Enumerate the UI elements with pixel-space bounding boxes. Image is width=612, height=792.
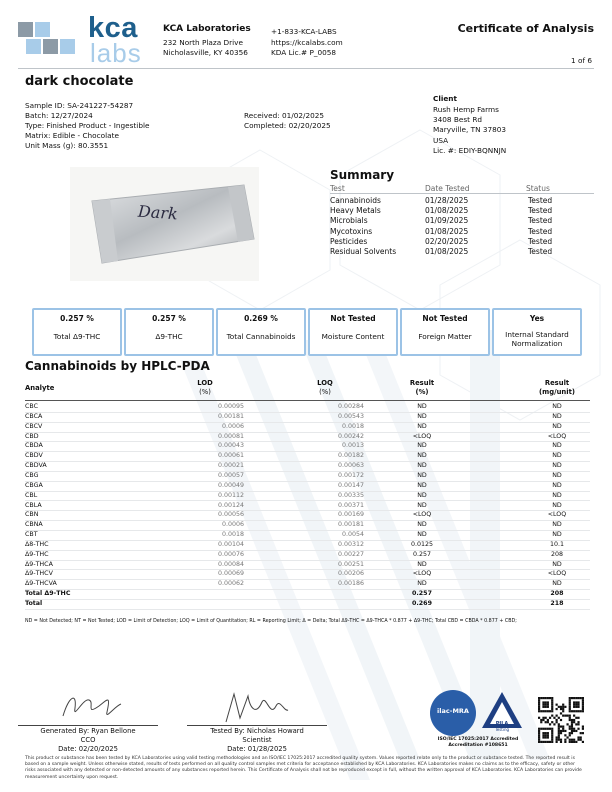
result-pct-cell: ND xyxy=(417,491,427,499)
accreditation-number: Accreditation #108651 xyxy=(448,743,508,748)
col-loq-unit: (%) xyxy=(319,388,331,396)
product-photo xyxy=(70,167,259,281)
card-label: Total Δ9-THC xyxy=(53,332,101,341)
analyte-cell: Δ9-THCVA xyxy=(25,580,57,588)
client-street: 3408 Best Rd xyxy=(433,115,483,124)
summary-row-date: 01/28/2025 xyxy=(425,196,469,205)
col-result-pct: Result xyxy=(409,379,435,387)
card-value: 0.257 % xyxy=(152,314,186,323)
card-d9-thc xyxy=(124,308,214,356)
result-mg-cell: ND xyxy=(552,442,562,450)
lod-cell: 0.00095 xyxy=(217,403,244,410)
sig2-by: Tested By: Nicholas Howard xyxy=(210,727,304,735)
summary-row-date: 02/20/2025 xyxy=(425,237,469,246)
doc-title: Certificate of Analysis xyxy=(457,22,594,35)
client-name: Rush Hemp Farms xyxy=(433,105,499,114)
summary-col-status: Status xyxy=(526,184,550,193)
result-mg-cell: ND xyxy=(552,501,562,509)
result-pct-cell: ND xyxy=(417,442,427,450)
matrix: Matrix: Edible - Chocolate xyxy=(25,131,119,140)
summary-col-date: Date Tested xyxy=(425,184,470,193)
card-value: Not Tested xyxy=(330,314,376,323)
analyte-cell: CBT xyxy=(25,531,38,539)
lod-cell: 0.00112 xyxy=(217,491,244,499)
pjla-subtext: Testing xyxy=(494,727,510,732)
header-divider xyxy=(18,68,594,69)
client-license: Lic. #: EDIY-BQNNJN xyxy=(433,146,507,155)
result-pct-cell: 0.269 xyxy=(412,600,432,607)
signature-line-2 xyxy=(187,725,327,726)
summary-title: Summary xyxy=(330,168,395,182)
result-mg-cell: ND xyxy=(552,403,562,410)
card-label: Total Cannabinoids xyxy=(226,332,296,341)
summary-row-status: Tested xyxy=(528,227,553,236)
summary-row-status: Tested xyxy=(528,247,553,256)
logo-text-kca: kca xyxy=(88,12,138,44)
lod-cell: 0.00076 xyxy=(217,550,244,558)
result-pct-cell: ND xyxy=(417,422,427,430)
summary-row: Pesticides xyxy=(330,237,368,246)
ilac-mra-logo xyxy=(430,690,476,736)
lod-cell: 0.00021 xyxy=(217,462,244,470)
client-heading: Client xyxy=(433,94,457,103)
analyte-cell: CBG xyxy=(25,471,39,479)
card-internal-standard xyxy=(492,308,582,356)
col-result-mg-unit: (mg/unit) xyxy=(539,388,575,396)
result-pct-cell: ND xyxy=(417,412,427,420)
loq-cell: 0.00172 xyxy=(337,471,364,479)
lab-name: KCA Laboratories xyxy=(163,24,251,34)
col-lod: LOD xyxy=(197,379,213,387)
result-pct-cell: ND xyxy=(417,521,427,529)
lod-cell: 0.00104 xyxy=(217,540,244,548)
summary-row-date: 01/08/2025 xyxy=(425,247,469,256)
result-pct-cell: 0.257 xyxy=(412,590,432,598)
col-loq: LOQ xyxy=(317,379,333,387)
result-mg-cell: 208 xyxy=(550,550,564,558)
lod-cell: 0.00069 xyxy=(217,570,244,578)
card-value: 0.257 % xyxy=(60,314,94,323)
sample-id: Sample ID: SA-241227-54287 xyxy=(25,101,134,110)
summary-row-status: Tested xyxy=(528,237,553,246)
summary-header-divider xyxy=(330,193,594,194)
lab-license: KDA Lic.# P_0058 xyxy=(271,48,337,57)
summary-row: Residual Solvents xyxy=(330,247,397,256)
result-mg-cell: ND xyxy=(552,422,562,430)
summary-col-test: Test xyxy=(330,184,345,193)
analyte-cell: CBD xyxy=(25,432,39,440)
loq-cell: 0.00169 xyxy=(337,511,364,519)
loq-cell: 0.0018 xyxy=(341,422,364,430)
sig2-date: Date: 01/28/2025 xyxy=(227,745,287,753)
loq-cell: 0.0054 xyxy=(341,531,364,539)
result-pct-cell: ND xyxy=(417,560,427,568)
result-pct-cell: ND xyxy=(417,403,427,410)
col-analyte: Analyte xyxy=(25,384,55,392)
analyte-cell: CBDA xyxy=(25,442,43,450)
lod-cell: 0.00061 xyxy=(217,452,244,460)
summary-row-date: 01/09/2025 xyxy=(425,216,469,225)
result-mg-cell: <LOQ xyxy=(547,570,567,578)
summary-row-date: 01/08/2025 xyxy=(425,227,469,236)
summary-row-status: Tested xyxy=(528,196,553,205)
result-mg-cell: 10.1 xyxy=(549,540,565,548)
lod-cell: 0.00181 xyxy=(217,412,244,420)
analyte-cell: CBC xyxy=(25,403,39,410)
footer-disclaimer: This product or substance has been tested by KCA Laboratories using valid testing methodologies and an ISO/IEC 17025:2017 accredited quality system. Values reported relate only to the product or substance tested. The reported result is based on a sample weight. Unless otherwise stated, results of tests performed on all quality control samples met criteria for acceptance established by KCA Laboratories. KCA Laboratories makes no claims as to the efficacy, safety or other risks associated with any detected or non-detected amounts of any substances reported herein. This Certificate of Analysis shall not be reproduced except in full, without the written approval of KCA Laboratories. KCA Laboratories can provide measurement uncertainty upon request. xyxy=(25,756,582,780)
result-mg-cell: <LOQ xyxy=(547,432,567,440)
analyte-cell: CBDV xyxy=(25,452,43,460)
result-pct-cell: ND xyxy=(417,471,427,479)
card-total-cannabinoids xyxy=(216,308,306,356)
logo-cube-5 xyxy=(60,39,75,54)
loq-cell: 0.00182 xyxy=(337,452,364,460)
result-mg-cell: ND xyxy=(552,560,562,568)
loq-cell: 0.00227 xyxy=(337,550,364,558)
card-label: Foreign Matter xyxy=(418,332,472,341)
loq-cell: 0.00543 xyxy=(337,412,364,420)
result-mg-cell: ND xyxy=(552,491,562,499)
signature-line-1 xyxy=(18,725,158,726)
analyte-cell: CBCV xyxy=(25,422,43,430)
lod-cell: 0.0006 xyxy=(221,521,244,529)
result-pct-cell: <LOQ xyxy=(412,511,432,519)
result-pct-cell: ND xyxy=(417,462,427,470)
analyte-cell: Δ9-THCA xyxy=(25,560,53,568)
analyte-cell: Δ9-THC xyxy=(25,550,49,558)
result-mg-cell: ND xyxy=(552,521,562,529)
logo-cube-1 xyxy=(18,22,33,37)
loq-cell: 0.00181 xyxy=(337,521,364,529)
card-label: Moisture Content xyxy=(321,332,385,341)
lab-address-line2: Nicholasville, KY 40356 xyxy=(163,48,248,57)
logo-cube-2 xyxy=(35,22,50,37)
product-name: dark chocolate xyxy=(25,74,134,89)
sig1-role: CCO xyxy=(80,736,96,744)
analyte-cell: CBGA xyxy=(25,481,43,489)
legend-note: ND = Not Detected; NT = Not Tested; LOD = Limit of Detection; LOQ = Limit of Quantitation; RL = Reporting Limit; Δ = Delta; Total Δ9-THC = Δ9-THCA * 0.877 + Δ9-THC; Total CBD = CBDA * 0.877 + CBD; xyxy=(25,619,517,624)
lab-address-line1: 232 North Plaza Drive xyxy=(163,38,243,47)
summary-row-date: 01/08/2025 xyxy=(425,206,469,215)
card-moisture-content xyxy=(308,308,398,356)
result-pct-cell: <LOQ xyxy=(412,432,432,440)
table-header-divider xyxy=(25,400,590,401)
lod-cell: 0.00062 xyxy=(217,580,244,588)
card-total-d9-thc xyxy=(32,308,122,356)
summary-row: Microbials xyxy=(330,216,368,225)
summary-row: Heavy Metals xyxy=(330,206,381,215)
loq-cell: 0.0013 xyxy=(341,442,364,450)
loq-cell: 0.00284 xyxy=(337,403,364,410)
signature-nicholas-howard xyxy=(220,688,290,728)
analyte-cell: CBL xyxy=(25,491,38,499)
analyte-cell: CBCA xyxy=(25,412,43,420)
pjla-text: PJLA xyxy=(495,721,509,727)
result-pct-cell: ND xyxy=(417,531,427,539)
summary-row-status: Tested xyxy=(528,216,553,225)
sig1-by: Generated By: Ryan Bellone xyxy=(40,727,136,735)
result-mg-cell: ND xyxy=(552,471,562,479)
summary-row: Cannabinoids xyxy=(330,196,381,205)
result-mg-cell: ND xyxy=(552,481,562,489)
lod-cell: 0.00084 xyxy=(217,560,244,568)
loq-cell: 0.00186 xyxy=(337,580,364,588)
summary-row-status: Tested xyxy=(528,206,553,215)
lod-cell: 0.00081 xyxy=(217,432,244,440)
card-value: 0.269 % xyxy=(244,314,278,323)
sig2-role: Scientist xyxy=(242,736,272,744)
col-lod-unit: (%) xyxy=(199,388,211,396)
loq-cell: 0.00251 xyxy=(337,560,364,568)
loq-cell: 0.00335 xyxy=(337,491,364,499)
table-total-row xyxy=(25,599,590,610)
unit-mass: Unit Mass (g): 80.3551 xyxy=(25,141,109,150)
lod-cell: 0.00043 xyxy=(217,442,244,450)
card-foreign-matter xyxy=(400,308,490,356)
signature-ryan-bellone xyxy=(55,686,125,726)
col-result-mg: Result xyxy=(544,379,570,387)
lod-cell: 0.00056 xyxy=(217,511,244,519)
analyte-cell: Δ8-THC xyxy=(25,540,49,548)
completed-date: Completed: 02/20/2025 xyxy=(244,121,331,130)
lod-cell: 0.0006 xyxy=(221,422,244,430)
card-value: Not Tested xyxy=(422,314,468,323)
summary-row: Mycotoxins xyxy=(330,227,373,236)
loq-cell: 0.00147 xyxy=(337,481,364,489)
result-mg-cell: <LOQ xyxy=(547,511,567,519)
result-mg-cell: ND xyxy=(552,531,562,539)
loq-cell: 0.00312 xyxy=(337,540,364,548)
card-label: Δ9-THC xyxy=(155,332,183,341)
ilac-text: ilac-MRA xyxy=(437,707,469,715)
analyte-cell: Δ9-THCV xyxy=(25,570,53,578)
result-mg-cell: ND xyxy=(552,580,562,588)
analyte-cell: CBLA xyxy=(25,501,42,509)
loq-cell: 0.00242 xyxy=(337,432,364,440)
client-country: USA xyxy=(433,136,449,145)
client-city: Maryville, TN 37803 xyxy=(433,125,507,134)
qr-code[interactable] xyxy=(538,697,584,743)
lod-cell: 0.00049 xyxy=(217,481,244,489)
result-pct-cell: 0.0125 xyxy=(410,540,434,548)
lod-cell: 0.0018 xyxy=(221,531,244,539)
analyte-cell: CBNA xyxy=(25,521,43,529)
loq-cell: 0.00371 xyxy=(337,501,364,509)
photo-handwritten-label: Dark xyxy=(137,201,179,224)
result-pct-cell: ND xyxy=(417,452,427,460)
sig1-date: Date: 02/20/2025 xyxy=(58,745,118,753)
analyte-cell: CBDVA xyxy=(25,462,47,470)
card-label: Internal Standard Normalization xyxy=(505,330,569,348)
received-date: Received: 01/02/2025 xyxy=(244,111,325,120)
lab-website[interactable]: https://kcalabs.com xyxy=(271,38,343,47)
loq-cell: 0.00063 xyxy=(337,462,364,470)
col-result-pct-unit: (%) xyxy=(415,388,429,396)
analyte-cell: CBN xyxy=(25,511,39,519)
result-pct-cell: 0.257 xyxy=(412,550,432,558)
logo-text-labs: labs xyxy=(90,38,142,68)
page-number: 1 of 6 xyxy=(571,56,592,65)
card-value: Yes xyxy=(529,314,545,323)
iso-accreditation: ISO/IEC 17025:2017 Accredited xyxy=(437,737,519,742)
result-mg-cell: ND xyxy=(552,412,562,420)
logo-cube-3 xyxy=(26,39,41,54)
result-pct-cell: ND xyxy=(417,501,427,509)
analyte-cell: Total Δ9-THC xyxy=(25,590,71,598)
loq-cell: 0.00206 xyxy=(337,570,364,578)
lab-phone: +1-833-KCA-LABS xyxy=(271,27,337,36)
result-pct-cell: ND xyxy=(417,580,427,588)
cannabinoids-title: Cannabinoids by HPLC-PDA xyxy=(25,359,210,373)
result-mg-cell: 218 xyxy=(550,600,564,607)
logo-cube-4 xyxy=(43,39,58,54)
lod-cell: 0.00057 xyxy=(217,471,244,479)
result-mg-cell: ND xyxy=(552,452,562,460)
result-pct-cell: ND xyxy=(417,481,427,489)
chocolate-wrapper-image xyxy=(70,167,259,281)
lod-cell: 0.00124 xyxy=(217,501,244,509)
batch: Batch: 12/27/2024 xyxy=(25,111,93,120)
analyte-cell: Total xyxy=(25,600,43,607)
table-header xyxy=(25,378,590,400)
result-mg-cell: ND xyxy=(552,462,562,470)
result-mg-cell: 208 xyxy=(550,590,564,598)
product-type: Type: Finished Product - Ingestible xyxy=(25,121,150,130)
result-pct-cell: <LOQ xyxy=(412,570,432,578)
